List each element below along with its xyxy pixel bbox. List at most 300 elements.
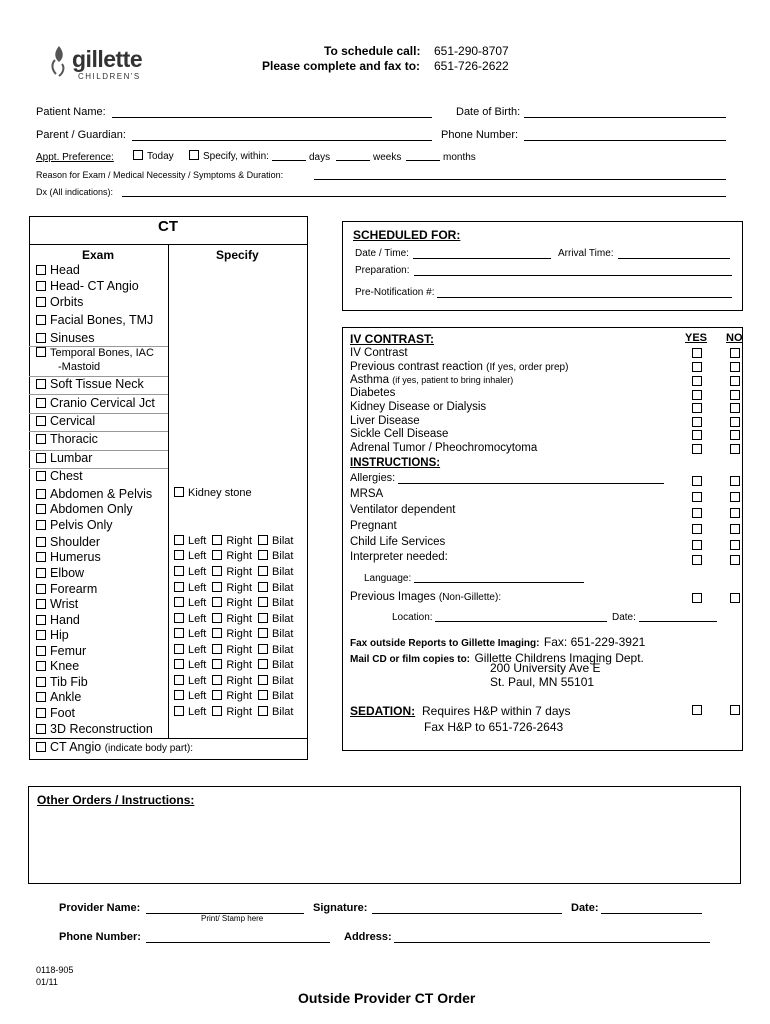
exam-b-13-label: Wrist bbox=[50, 597, 79, 611]
vent-label: Ventilator dependent bbox=[350, 504, 456, 516]
exam-b-5[interactable] bbox=[36, 469, 83, 483]
exam-b-16-checkbox[interactable] bbox=[36, 646, 46, 656]
right-label: Right bbox=[226, 628, 253, 640]
allergies-field[interactable] bbox=[398, 483, 664, 484]
prenotif-field[interactable] bbox=[437, 297, 732, 298]
exam-b-8-label: Pelvis Only bbox=[50, 518, 113, 532]
left-label: Left bbox=[188, 582, 207, 594]
liver-label: Liver Disease bbox=[350, 415, 420, 427]
no-checkbox-11[interactable] bbox=[730, 524, 740, 534]
exam-b-21-checkbox[interactable] bbox=[36, 724, 46, 734]
exam-b-14-checkbox[interactable] bbox=[36, 615, 46, 625]
bilat-checkbox[interactable] bbox=[258, 582, 268, 592]
left-option[interactable] bbox=[174, 706, 206, 718]
bilat-checkbox[interactable] bbox=[258, 613, 268, 623]
left-label: Left bbox=[188, 566, 207, 578]
left-label: Left bbox=[188, 659, 207, 671]
bilat-checkbox[interactable] bbox=[258, 550, 268, 560]
exam-1-checkbox[interactable] bbox=[36, 281, 46, 291]
no-checkbox-5[interactable] bbox=[730, 417, 740, 427]
yes-checkbox-9[interactable] bbox=[692, 492, 702, 502]
provider-phone-field[interactable] bbox=[146, 942, 330, 943]
address-field[interactable] bbox=[394, 942, 710, 943]
provider-date-label: Date: bbox=[571, 902, 599, 914]
patient-name-label: Patient Name: bbox=[36, 106, 106, 118]
exam-b-20[interactable] bbox=[36, 706, 75, 720]
bilat-checkbox[interactable] bbox=[258, 535, 268, 545]
form-revision: 01/11 bbox=[36, 977, 58, 987]
exam-b-19-checkbox[interactable] bbox=[36, 692, 46, 702]
bilat-option[interactable] bbox=[258, 582, 293, 594]
right-label: Right bbox=[226, 597, 253, 609]
iv-title: IV CONTRAST: bbox=[350, 332, 434, 346]
right-option[interactable] bbox=[212, 659, 252, 671]
no-checkbox-0[interactable] bbox=[730, 348, 740, 358]
fax-label: Please complete and fax to: bbox=[262, 59, 421, 73]
exam-b-2-label: Cervical bbox=[50, 414, 96, 428]
exam-0[interactable] bbox=[36, 263, 80, 277]
exam-b-21-label: 3D Reconstruction bbox=[50, 722, 153, 736]
exam-b-12-label: Forearm bbox=[50, 582, 98, 596]
dob-field[interactable] bbox=[524, 117, 726, 118]
phone-field[interactable] bbox=[524, 140, 726, 141]
exam-temporal-checkbox[interactable] bbox=[36, 347, 46, 357]
side-options-4 bbox=[174, 597, 299, 609]
exam-4[interactable] bbox=[36, 331, 94, 345]
no-checkbox-2[interactable] bbox=[730, 376, 740, 386]
left-checkbox[interactable] bbox=[174, 550, 184, 560]
gillette-logo-icon bbox=[50, 44, 68, 78]
right-checkbox[interactable] bbox=[212, 659, 222, 669]
bilat-option[interactable] bbox=[258, 675, 293, 687]
weeks-field[interactable] bbox=[336, 160, 370, 161]
left-label: Left bbox=[188, 613, 207, 625]
exam-b-5-checkbox[interactable] bbox=[36, 471, 46, 481]
no-checkbox-14[interactable] bbox=[730, 593, 740, 603]
yes-checkbox-5[interactable] bbox=[692, 417, 702, 427]
right-checkbox[interactable] bbox=[212, 690, 222, 700]
mrsa-label: MRSA bbox=[350, 488, 384, 500]
right-checkbox[interactable] bbox=[212, 613, 222, 623]
days-field[interactable] bbox=[272, 160, 306, 161]
right-option[interactable] bbox=[212, 644, 252, 656]
left-checkbox[interactable] bbox=[174, 628, 184, 638]
side-options-9 bbox=[174, 675, 299, 687]
side-options-0 bbox=[174, 535, 299, 547]
exam-1[interactable] bbox=[36, 279, 139, 293]
right-checkbox[interactable] bbox=[212, 644, 222, 654]
exam-4-checkbox[interactable] bbox=[36, 333, 46, 343]
right-option[interactable] bbox=[212, 613, 252, 625]
instructions-title: INSTRUCTIONS: bbox=[350, 457, 441, 469]
left-checkbox[interactable] bbox=[174, 690, 184, 700]
scheduled-title: SCHEDULED FOR: bbox=[353, 228, 461, 242]
bilat-option[interactable] bbox=[258, 706, 293, 718]
right-label: Right bbox=[226, 659, 253, 671]
exam-temporal[interactable] bbox=[36, 347, 154, 359]
interp-label: Interpreter needed: bbox=[350, 551, 448, 563]
yes-checkbox-4[interactable] bbox=[692, 403, 702, 413]
right-checkbox[interactable] bbox=[212, 706, 222, 716]
exam-3[interactable] bbox=[36, 313, 153, 327]
exam-b-8[interactable] bbox=[36, 518, 113, 532]
yes-checkbox-11[interactable] bbox=[692, 524, 702, 534]
no-checkbox-4[interactable] bbox=[730, 403, 740, 413]
exam-b-17-label: Knee bbox=[50, 659, 80, 673]
exam-b-4[interactable] bbox=[36, 451, 92, 465]
exam-b-6-checkbox[interactable] bbox=[36, 489, 46, 499]
exam-b-2[interactable] bbox=[36, 414, 95, 428]
bilat-label: Bilat bbox=[272, 566, 294, 578]
left-option[interactable] bbox=[174, 628, 206, 640]
right-option[interactable] bbox=[212, 535, 252, 547]
prev-reaction-label: Previous contrast reaction bbox=[350, 361, 483, 373]
sedation-label: SEDATION: bbox=[350, 704, 416, 718]
exam-b-10[interactable] bbox=[36, 550, 101, 564]
datetime-label: Date / Time: bbox=[355, 248, 409, 259]
bilat-option[interactable] bbox=[258, 535, 293, 547]
exam-b-11-checkbox[interactable] bbox=[36, 568, 46, 578]
prep-field[interactable] bbox=[414, 275, 732, 276]
exam-b-14[interactable] bbox=[36, 613, 80, 627]
kidney-stone-checkbox[interactable] bbox=[174, 487, 184, 497]
right-option[interactable] bbox=[212, 566, 252, 578]
right-checkbox[interactable] bbox=[212, 597, 222, 607]
exam-b-20-label: Foot bbox=[50, 706, 76, 720]
exam-b-1-label: Cranio Cervical Jct bbox=[50, 396, 155, 410]
exam-b-14-label: Hand bbox=[50, 613, 80, 627]
location-field[interactable] bbox=[435, 621, 607, 622]
left-option[interactable] bbox=[174, 690, 206, 702]
right-label: Right bbox=[226, 644, 253, 656]
childlife-label: Child Life Services bbox=[350, 536, 446, 548]
dob-label: Date of Birth: bbox=[456, 106, 521, 118]
provider-date-field[interactable] bbox=[601, 913, 702, 914]
exam-b-4-label: Lumbar bbox=[50, 451, 93, 465]
yes-checkbox-1[interactable] bbox=[692, 362, 702, 372]
form-code: 0118-905 bbox=[36, 965, 74, 975]
parent-label: Parent / Guardian: bbox=[36, 129, 126, 141]
fax-number: 651-726-2622 bbox=[434, 59, 509, 73]
patient-name-field[interactable] bbox=[112, 117, 432, 118]
exam-b-18-checkbox[interactable] bbox=[36, 677, 46, 687]
right-checkbox[interactable] bbox=[212, 675, 222, 685]
exam-ct-angio-label: CT Angio bbox=[50, 740, 102, 754]
reason-label: Reason for Exam / Medical Necessity / Symptoms & Duration: bbox=[36, 170, 284, 180]
bilat-checkbox[interactable] bbox=[258, 690, 268, 700]
exam-b-3[interactable] bbox=[36, 432, 98, 446]
exam-b-9[interactable] bbox=[36, 535, 100, 549]
weeks-label: weeks bbox=[373, 152, 402, 163]
mail-line2: 200 University Ave E bbox=[490, 661, 601, 675]
no-checkbox-9[interactable] bbox=[730, 492, 740, 502]
bilat-checkbox[interactable] bbox=[258, 675, 268, 685]
left-label: Left bbox=[188, 644, 207, 656]
yes-checkbox-2[interactable] bbox=[692, 376, 702, 386]
exam-b-21[interactable] bbox=[36, 722, 153, 736]
left-label: Left bbox=[188, 675, 207, 687]
exam-0-checkbox[interactable] bbox=[36, 265, 46, 275]
right-checkbox[interactable] bbox=[212, 566, 222, 576]
left-label: Left bbox=[188, 628, 207, 640]
bilat-option[interactable] bbox=[258, 690, 293, 702]
bilat-option[interactable] bbox=[258, 628, 293, 640]
exam-b-1[interactable] bbox=[36, 396, 155, 410]
specify-label: Specify, within: bbox=[203, 151, 269, 162]
exam-b-3-checkbox[interactable] bbox=[36, 434, 46, 444]
left-checkbox[interactable] bbox=[174, 613, 184, 623]
exam-b-18[interactable] bbox=[36, 675, 88, 689]
exam-b-12-checkbox[interactable] bbox=[36, 584, 46, 594]
bilat-label: Bilat bbox=[272, 613, 294, 625]
exam-b-15-checkbox[interactable] bbox=[36, 630, 46, 640]
left-checkbox[interactable] bbox=[174, 582, 184, 592]
bilat-label: Bilat bbox=[272, 582, 294, 594]
previmages-label: Previous Images bbox=[350, 591, 436, 603]
right-label: Right bbox=[226, 613, 253, 625]
exam-b-18-label: Tib Fib bbox=[50, 675, 88, 689]
yes-checkbox-3[interactable] bbox=[692, 390, 702, 400]
right-option[interactable] bbox=[212, 628, 252, 640]
no-header: NO bbox=[726, 332, 743, 344]
exam-b-10-checkbox[interactable] bbox=[36, 552, 46, 562]
previmages-row bbox=[350, 591, 501, 603]
bilat-label: Bilat bbox=[272, 597, 294, 609]
exam-b-17[interactable] bbox=[36, 659, 79, 673]
allergies-label: Allergies: bbox=[350, 472, 396, 484]
exam-temporal-label: Temporal Bones, IAC bbox=[50, 347, 154, 359]
bilat-checkbox[interactable] bbox=[258, 659, 268, 669]
previmages-note: (Non-Gillette): bbox=[438, 592, 502, 603]
exam-b-2-checkbox[interactable] bbox=[36, 416, 46, 426]
no-checkbox-8[interactable] bbox=[730, 476, 740, 486]
form-title: Outside Provider CT Order bbox=[298, 990, 476, 1006]
signature-field[interactable] bbox=[372, 913, 562, 914]
no-checkbox-6[interactable] bbox=[730, 430, 740, 440]
left-checkbox[interactable] bbox=[174, 644, 184, 654]
no-checkbox-10[interactable] bbox=[730, 508, 740, 518]
bilat-label: Bilat bbox=[272, 690, 294, 702]
bilat-option[interactable] bbox=[258, 597, 293, 609]
exam-temporal-sub: -Mastoid bbox=[58, 361, 101, 373]
left-option[interactable] bbox=[174, 613, 206, 625]
logo-sub: CHILDREN'S bbox=[78, 72, 141, 81]
no-checkbox-7[interactable] bbox=[730, 444, 740, 454]
ct-angio-note: (indicate body part): bbox=[104, 743, 194, 754]
specify-checkbox[interactable] bbox=[189, 150, 199, 160]
no-checkbox-13[interactable] bbox=[730, 555, 740, 565]
bilat-label: Bilat bbox=[272, 535, 294, 547]
bilat-option[interactable] bbox=[258, 550, 293, 562]
exam-b-11[interactable] bbox=[36, 566, 84, 580]
right-label: Right bbox=[226, 675, 253, 687]
yes-checkbox-7[interactable] bbox=[692, 444, 702, 454]
side-options-1 bbox=[174, 550, 299, 562]
right-option[interactable] bbox=[212, 550, 252, 562]
exam-b-13-checkbox[interactable] bbox=[36, 599, 46, 609]
left-option[interactable] bbox=[174, 582, 206, 594]
other-orders-title: Other Orders / Instructions: bbox=[37, 793, 195, 807]
bilat-checkbox[interactable] bbox=[258, 706, 268, 716]
right-option[interactable] bbox=[212, 675, 252, 687]
exam-2-checkbox[interactable] bbox=[36, 297, 46, 307]
bilat-label: Bilat bbox=[272, 706, 294, 718]
exam-b-16-label: Femur bbox=[50, 644, 87, 658]
side-options-7 bbox=[174, 644, 299, 656]
side-options-10 bbox=[174, 690, 299, 702]
left-option[interactable] bbox=[174, 535, 206, 547]
dx-field[interactable] bbox=[122, 196, 726, 197]
left-label: Left bbox=[188, 706, 207, 718]
right-checkbox[interactable] bbox=[212, 550, 222, 560]
sedation-line1: Requires H&P within 7 days bbox=[422, 704, 571, 718]
left-checkbox[interactable] bbox=[174, 706, 184, 716]
exam-b-0-checkbox[interactable] bbox=[36, 379, 46, 389]
left-label: Left bbox=[188, 690, 207, 702]
yes-checkbox-13[interactable] bbox=[692, 555, 702, 565]
previmages-date-field[interactable] bbox=[639, 621, 717, 622]
arrival-field[interactable] bbox=[618, 258, 730, 259]
kidney-stone-option[interactable] bbox=[174, 487, 252, 499]
exam-b-7[interactable] bbox=[36, 502, 133, 516]
exam-b-17-checkbox[interactable] bbox=[36, 661, 46, 671]
exam-ct-angio[interactable] bbox=[36, 740, 193, 754]
parent-field[interactable] bbox=[132, 140, 432, 141]
left-option[interactable] bbox=[174, 644, 206, 656]
yes-checkbox-6[interactable] bbox=[692, 430, 702, 440]
today-option[interactable] bbox=[133, 151, 174, 162]
exam-b-0[interactable] bbox=[36, 377, 144, 391]
left-option[interactable] bbox=[174, 659, 206, 671]
bilat-checkbox[interactable] bbox=[258, 628, 268, 638]
right-option[interactable] bbox=[212, 706, 252, 718]
left-checkbox[interactable] bbox=[174, 659, 184, 669]
right-checkbox[interactable] bbox=[212, 535, 222, 545]
arrival-label: Arrival Time: bbox=[558, 248, 614, 259]
sickle-label: Sickle Cell Disease bbox=[350, 428, 449, 440]
yes-checkbox-15[interactable] bbox=[692, 705, 702, 715]
left-option[interactable] bbox=[174, 675, 206, 687]
right-option[interactable] bbox=[212, 690, 252, 702]
right-checkbox[interactable] bbox=[212, 628, 222, 638]
exam-b-19-label: Ankle bbox=[50, 690, 82, 704]
side-options-11 bbox=[174, 706, 299, 718]
bilat-checkbox[interactable] bbox=[258, 566, 268, 576]
left-checkbox[interactable] bbox=[174, 566, 184, 576]
right-checkbox[interactable] bbox=[212, 582, 222, 592]
phone-label: Phone Number: bbox=[441, 129, 519, 141]
exam-b-6-label: Abdomen & Pelvis bbox=[50, 487, 153, 501]
provider-phone-label: Phone Number: bbox=[59, 931, 141, 943]
yes-header: YES bbox=[685, 332, 708, 344]
exam-b-9-label: Shoulder bbox=[50, 535, 101, 549]
right-label: Right bbox=[226, 690, 253, 702]
prenotif-label: Pre-Notification #: bbox=[355, 287, 435, 298]
no-checkbox-1[interactable] bbox=[730, 362, 740, 372]
location-label: Location: bbox=[392, 612, 433, 623]
left-option[interactable] bbox=[174, 566, 206, 578]
exam-b-16[interactable] bbox=[36, 644, 86, 658]
kidney-stone-label: Kidney stone bbox=[188, 487, 252, 499]
specify-option[interactable] bbox=[189, 151, 269, 162]
yes-checkbox-10[interactable] bbox=[692, 508, 702, 518]
bilat-checkbox[interactable] bbox=[258, 644, 268, 654]
right-option[interactable] bbox=[212, 582, 252, 594]
prep-label: Preparation: bbox=[355, 265, 410, 276]
no-checkbox-3[interactable] bbox=[730, 390, 740, 400]
months-field[interactable] bbox=[406, 160, 440, 161]
left-checkbox[interactable] bbox=[174, 597, 184, 607]
left-checkbox[interactable] bbox=[174, 675, 184, 685]
sedation-line2: Fax H&P to 651-726-2643 bbox=[424, 720, 564, 734]
mail-label: Mail CD or film copies to: bbox=[350, 654, 471, 665]
asthma-label: Asthma bbox=[350, 374, 389, 386]
right-option[interactable] bbox=[212, 597, 252, 609]
exam-b-15[interactable] bbox=[36, 628, 69, 642]
provider-name-label: Provider Name: bbox=[59, 902, 141, 914]
yes-checkbox-12[interactable] bbox=[692, 540, 702, 550]
exam-b-7-checkbox[interactable] bbox=[36, 504, 46, 514]
bilat-option[interactable] bbox=[258, 566, 293, 578]
left-label: Left bbox=[188, 535, 207, 547]
exam-b-8-checkbox[interactable] bbox=[36, 520, 46, 530]
datetime-field[interactable] bbox=[413, 258, 551, 259]
bilat-label: Bilat bbox=[272, 659, 294, 671]
exam-b-13[interactable] bbox=[36, 597, 78, 611]
exam-b-4-checkbox[interactable] bbox=[36, 453, 46, 463]
yes-checkbox-0[interactable] bbox=[692, 348, 702, 358]
left-option[interactable] bbox=[174, 597, 206, 609]
bilat-label: Bilat bbox=[272, 675, 294, 687]
days-label: days bbox=[309, 152, 331, 163]
exam-b-15-label: Hip bbox=[50, 628, 69, 642]
bilat-label: Bilat bbox=[272, 644, 294, 656]
left-option[interactable] bbox=[174, 550, 206, 562]
exam-b-6[interactable] bbox=[36, 487, 152, 501]
exam-b-9-checkbox[interactable] bbox=[36, 537, 46, 547]
no-checkbox-15[interactable] bbox=[730, 705, 740, 715]
exam-b-1-checkbox[interactable] bbox=[36, 398, 46, 408]
bilat-option[interactable] bbox=[258, 613, 293, 625]
exam-3-checkbox[interactable] bbox=[36, 315, 46, 325]
yes-checkbox-8[interactable] bbox=[692, 476, 702, 486]
exam-b-20-checkbox[interactable] bbox=[36, 708, 46, 718]
exam-ct-angio-checkbox[interactable] bbox=[36, 742, 46, 752]
exam-b-12[interactable] bbox=[36, 582, 97, 596]
left-checkbox[interactable] bbox=[174, 535, 184, 545]
prev-reaction-note: (If yes, order prep) bbox=[486, 362, 569, 373]
no-checkbox-12[interactable] bbox=[730, 540, 740, 550]
left-label: Left bbox=[188, 550, 207, 562]
bilat-checkbox[interactable] bbox=[258, 597, 268, 607]
bilat-option[interactable] bbox=[258, 644, 293, 656]
exam-4-label: Sinuses bbox=[50, 331, 95, 345]
side-options-8 bbox=[174, 659, 299, 671]
exam-2[interactable] bbox=[36, 295, 83, 309]
bilat-label: Bilat bbox=[272, 628, 294, 640]
language-label: Language: bbox=[364, 573, 412, 584]
today-checkbox[interactable] bbox=[133, 150, 143, 160]
exam-b-10-label: Humerus bbox=[50, 550, 101, 564]
side-options-5 bbox=[174, 613, 299, 625]
yes-checkbox-14[interactable] bbox=[692, 593, 702, 603]
reason-field[interactable] bbox=[314, 179, 726, 180]
language-field[interactable] bbox=[414, 582, 584, 583]
side-options-3 bbox=[174, 582, 299, 594]
exam-b-19[interactable] bbox=[36, 690, 81, 704]
bilat-option[interactable] bbox=[258, 659, 293, 671]
right-label: Right bbox=[226, 566, 253, 578]
